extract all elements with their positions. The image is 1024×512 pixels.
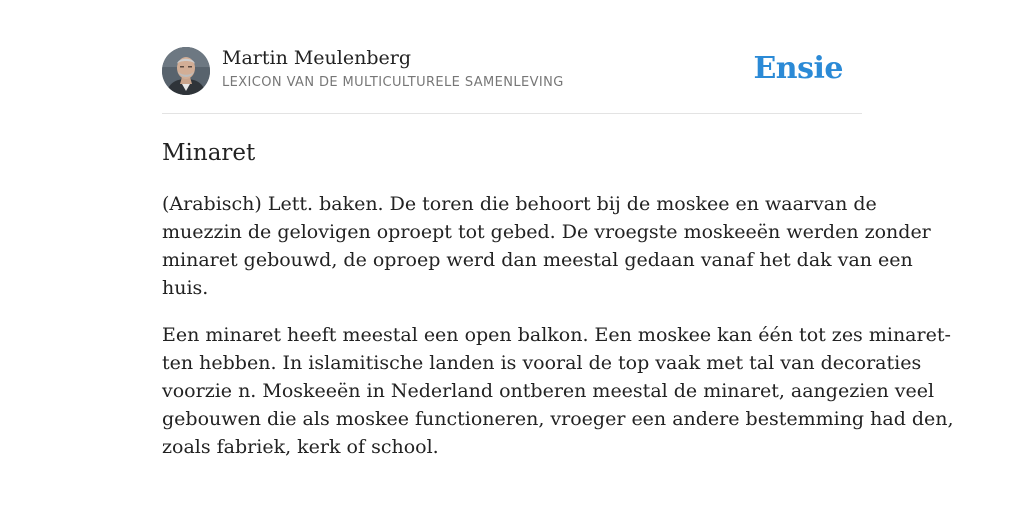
author-avatar[interactable] bbox=[162, 47, 210, 95]
paragraph-line: gebouwen die als moskee functioneren, vroeger een andere bestemming had den, bbox=[162, 408, 954, 430]
ensie-logo[interactable]: Ensie bbox=[753, 51, 843, 86]
entry-card bbox=[162, 46, 954, 461]
paragraph-line: voorzie n. Moskeeën in Nederland ontberen meestal de minaret, aangezien veel bbox=[162, 380, 935, 402]
paragraph-line: huis. bbox=[162, 277, 209, 299]
author-block bbox=[222, 46, 564, 90]
publication-name[interactable]: LEXICON VAN DE MULTICULTURELE SAMENLEVING bbox=[222, 75, 564, 90]
paragraph-line: Een minaret heeft meestal een open balkon. Een moskee kan één tot zes minaret- bbox=[162, 324, 951, 346]
author-photo-icon bbox=[162, 47, 210, 95]
entry-title: Minaret bbox=[162, 140, 256, 166]
paragraph-line: minaret gebouwd, de oproep werd dan meestal gedaan vanaf het dak van een bbox=[162, 249, 913, 271]
header-divider bbox=[162, 113, 862, 114]
paragraph-line: (Arabisch) Lett. baken. De toren die behoort bij de moskee en waarvan de bbox=[162, 193, 877, 215]
paragraph-line: ten hebben. In islamitische landen is vooral de top vaak met tal van decoraties bbox=[162, 352, 922, 374]
entry-paragraph-1 bbox=[162, 190, 931, 302]
entry-header bbox=[162, 46, 862, 96]
paragraph-line: muezzin de gelovigen oproept tot gebed. De vroegste moskeeën werden zonder bbox=[162, 221, 931, 243]
paragraph-line: zoals fabriek, kerk of school. bbox=[162, 436, 439, 458]
author-name[interactable]: Martin Meulenberg bbox=[222, 47, 411, 69]
entry-paragraph-2 bbox=[162, 321, 954, 461]
